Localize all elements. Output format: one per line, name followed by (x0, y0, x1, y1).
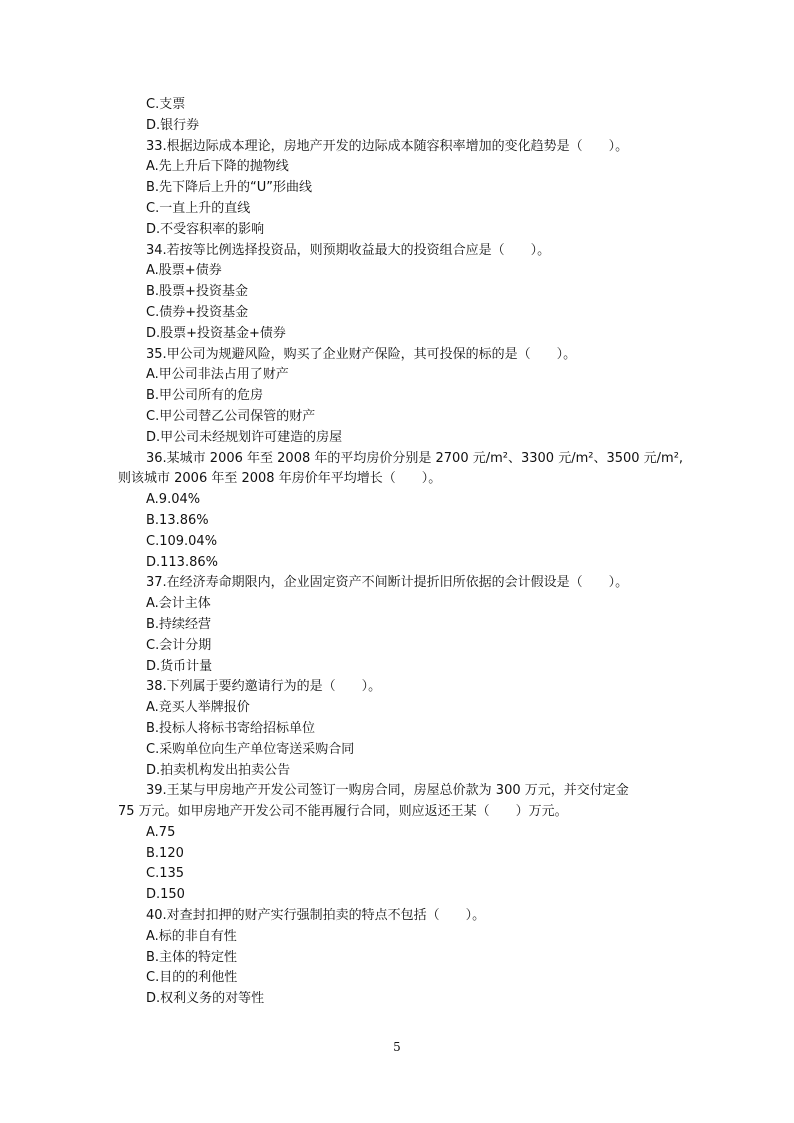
question-text: 33.根据边际成本理论，房地产开发的边际成本随容积率增加的变化趋势是（ ）。 (146, 138, 629, 154)
answer-option: D.股票+投资基金+债券 (146, 325, 286, 341)
question-text: 39.王某与甲房地产开发公司签订一购房合同，房屋总价款为 300 万元，并交付定金 (146, 783, 629, 799)
answer-option: A.75 (146, 824, 176, 840)
question-text: 38.下列属于要约邀请行为的是（ ）。 (146, 679, 382, 695)
answer-option: B.持续经营 (146, 616, 212, 632)
answer-option: D.拍卖机构发出拍卖公告 (146, 762, 291, 778)
answer-option: B.甲公司所有的危房 (146, 388, 264, 404)
answer-option: C.采购单位向生产单位寄送采购合同 (146, 741, 355, 757)
answer-option: A.9.04% (146, 492, 201, 508)
question-text-continued: 75 万元。如甲房地产开发公司不能再履行合同，则应返还王某（ ）万元。 (118, 804, 568, 820)
answer-option: B.先下降后上升的“U”形曲线 (146, 180, 313, 196)
answer-option: A.竞买人举牌报价 (146, 700, 250, 716)
question-text: 35.甲公司为规避风险，购买了企业财产保险，其可投保的标的是（ ）。 (146, 346, 577, 362)
answer-option: B.股票+投资基金 (146, 284, 248, 300)
answer-option: C.债券+投资基金 (146, 304, 249, 320)
question-text: 40.对查封扣押的财产实行强制拍卖的特点不包括（ ）。 (146, 908, 486, 924)
question-text: 36.某城市 2006 年至 2008 年的平均房价分别是 2700 元/m²、3300 元/m²、3500 元/m², (146, 450, 684, 466)
answer-option: D.不受容积率的影响 (146, 221, 265, 237)
answer-option: C.甲公司替乙公司保管的财产 (146, 408, 316, 424)
answer-option: C.109.04% (146, 533, 218, 549)
answer-option: C.支票 (146, 97, 186, 112)
page-number: 5 (393, 1040, 401, 1054)
answer-option: D.150 (146, 887, 185, 903)
answer-option: A.股票+债券 (146, 263, 222, 279)
answer-option: C.135 (146, 866, 185, 882)
answer-option: B.投标人将标书寄给招标单位 (146, 720, 316, 736)
question-list (0, 95, 794, 1010)
answer-option: B.120 (146, 845, 184, 861)
answer-option: A.会计主体 (146, 596, 211, 612)
question-text: 37.在经济寿命期限内，企业固定资产不间断计提折旧所依据的会计假设是（ ）。 (146, 575, 629, 591)
answer-option: B.主体的特定性 (146, 949, 238, 965)
answer-option: C.会计分期 (146, 637, 212, 653)
answer-option: D.权利义务的对等性 (146, 991, 265, 1007)
answer-option: D.货币计量 (146, 658, 213, 674)
answer-option: B.13.86% (146, 512, 209, 528)
answer-option: D.甲公司未经规划许可建造的房屋 (146, 429, 343, 445)
answer-option: A.甲公司非法占用了财产 (146, 367, 289, 383)
answer-option: C.一直上升的直线 (146, 200, 251, 216)
question-text-continued: 则该城市 2006 年至 2008 年房价年平均增长（ ）。 (118, 471, 442, 487)
answer-option: D.银行券 (146, 117, 200, 133)
question-text: 34.若按等比例选择投资品，则预期收益最大的投资组合应是（ ）。 (146, 242, 551, 258)
answer-option: C.目的的利他性 (146, 970, 238, 986)
answer-option: A.先上升后下降的抛物线 (146, 159, 289, 175)
answer-option: A.标的非自有性 (146, 928, 237, 944)
answer-option: D.113.86% (146, 554, 218, 570)
